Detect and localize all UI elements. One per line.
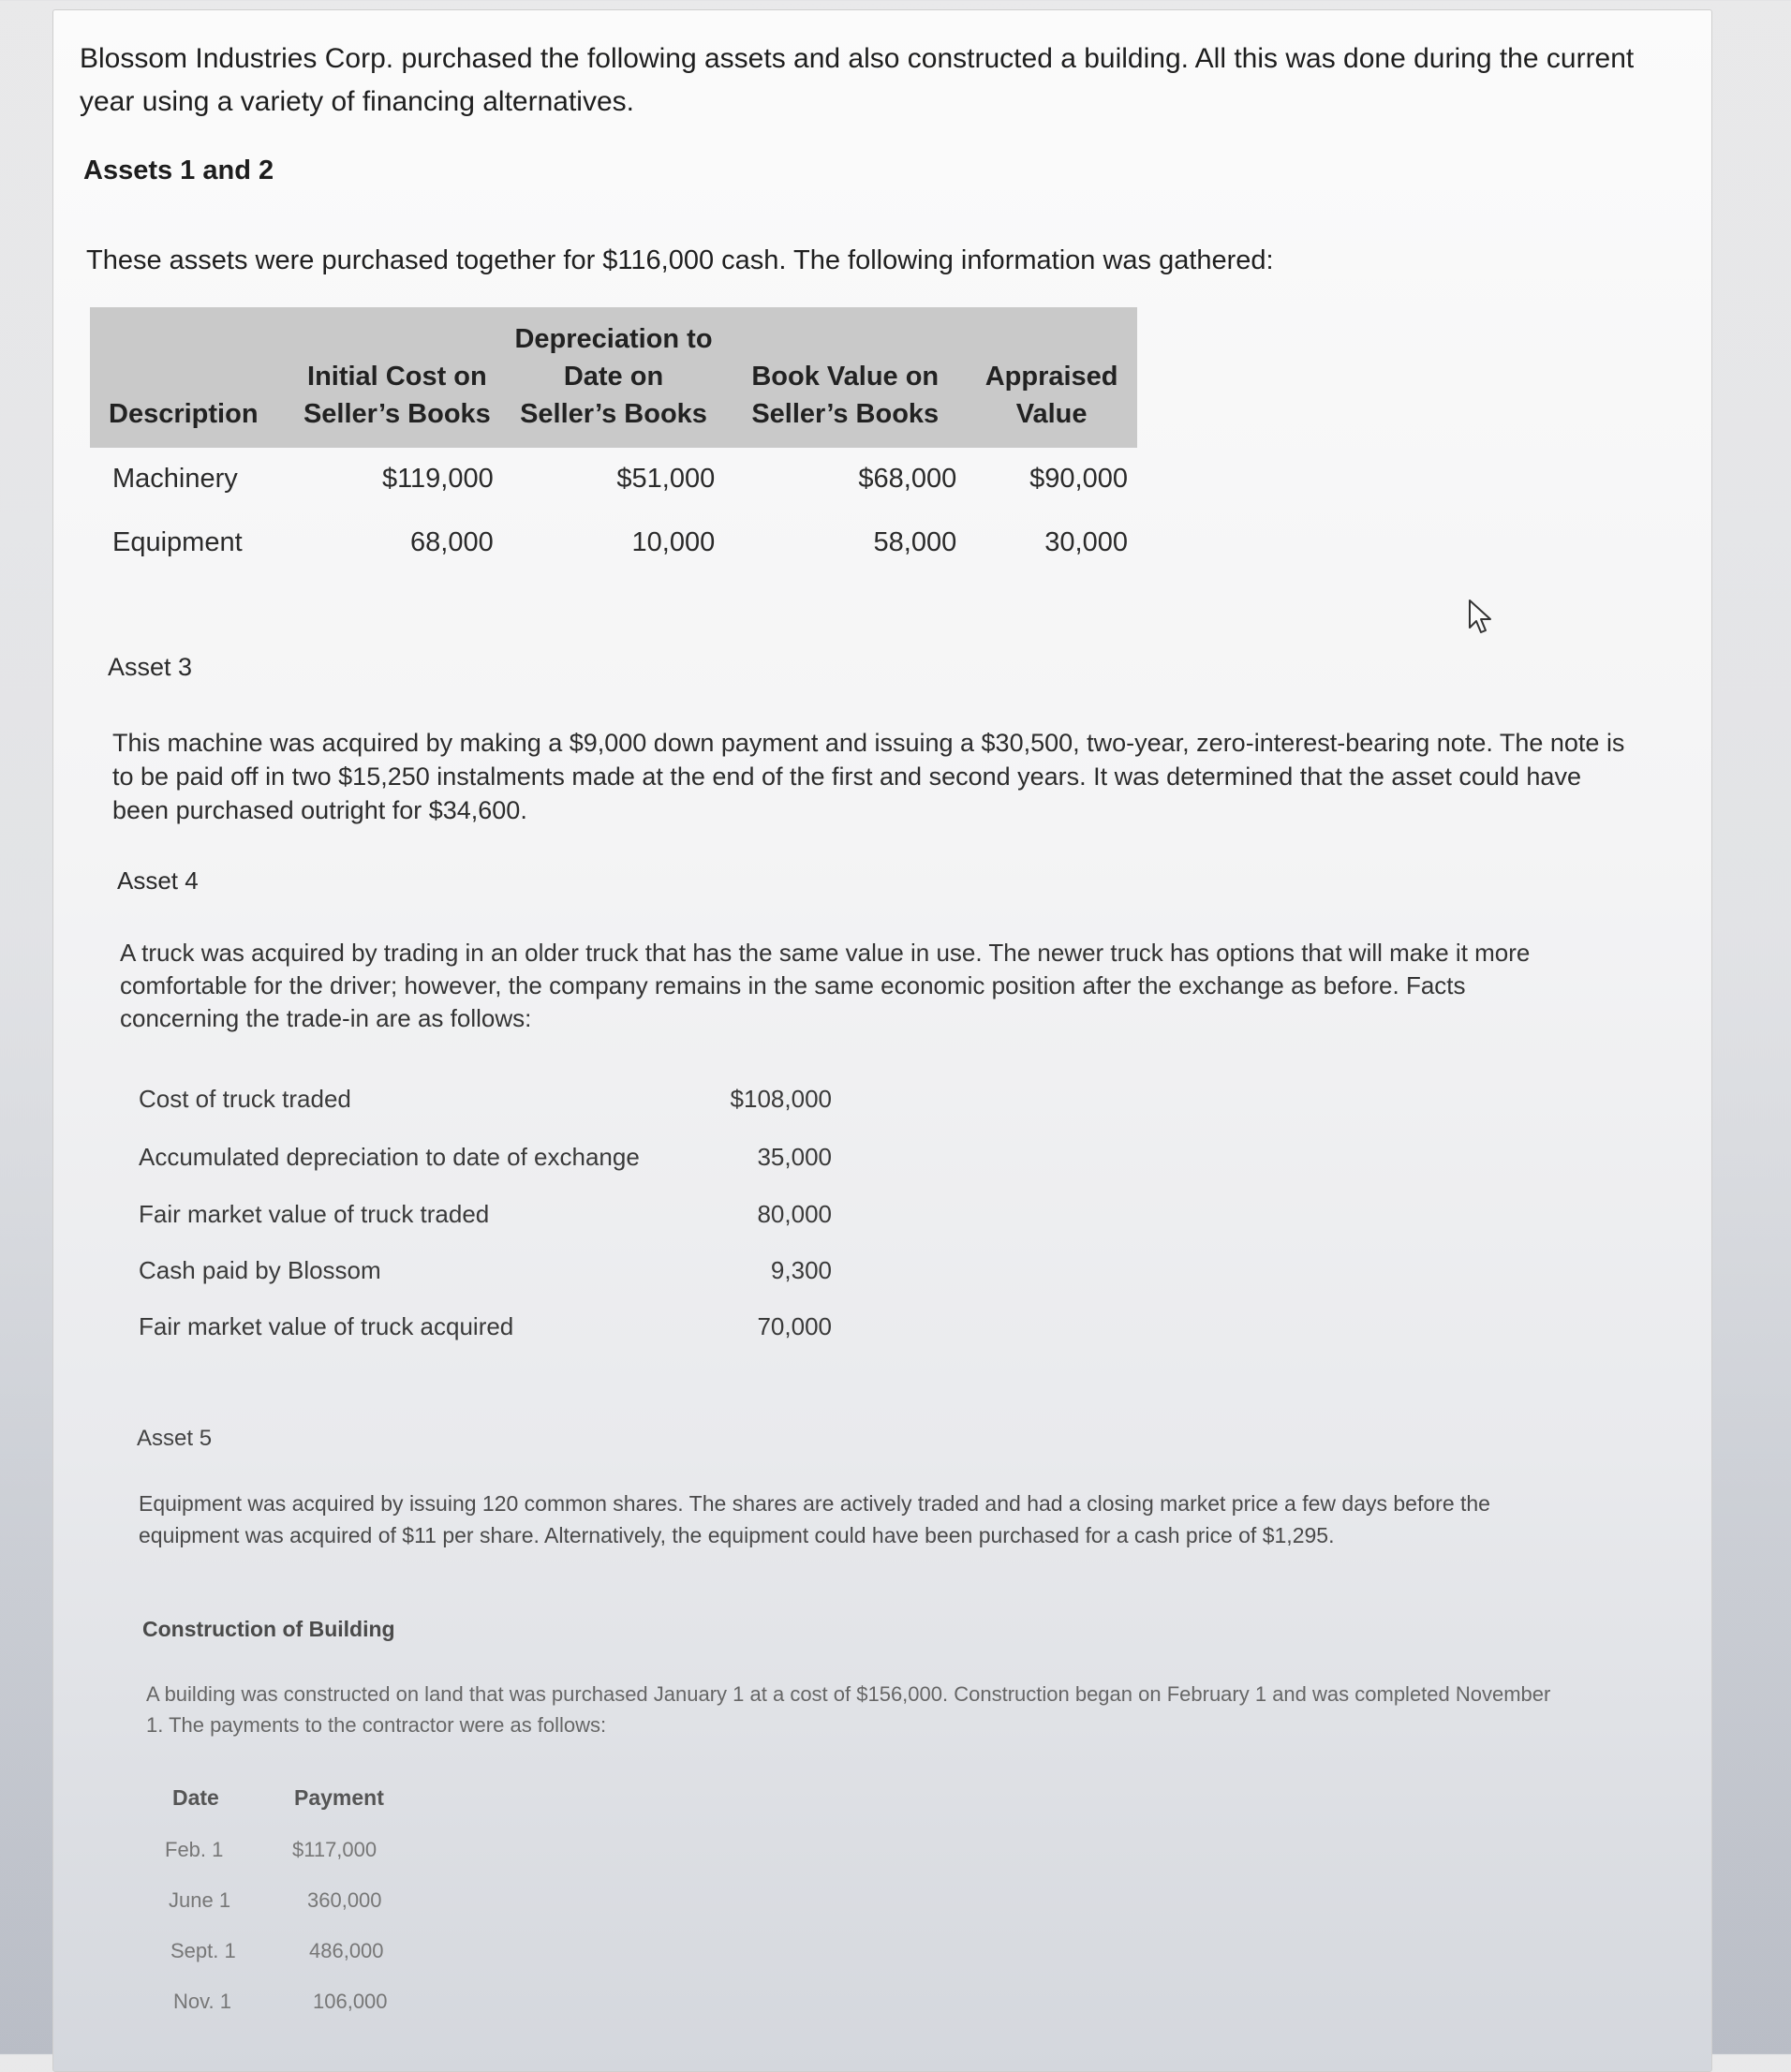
payment-date: Sept. 1 [170, 1939, 236, 1962]
payment-amount: 360,000 [307, 1888, 382, 1912]
fact-value: 35,000 [757, 1143, 832, 1171]
col-initial-cost: Initial Cost on Seller’s Books [303, 362, 491, 429]
row-book-value: 58,000 [873, 526, 957, 557]
row-depreciation: 10,000 [631, 526, 716, 557]
asset-4-text: A truck was acquired by trading in an older truck that has the same value in use. The newer truck has options that will make it more comfortable for the driver; however, the company remains in the same economic position after the exchange as before. Facts concerning the trade-in are as follows: [120, 939, 1531, 1032]
row-appraised-value: 30,000 [1044, 526, 1128, 557]
table-row [90, 511, 1137, 575]
col-depreciation: Depreciation to Date on Seller’s Books [514, 324, 713, 429]
row-book-value: $68,000 [858, 463, 957, 494]
mouse-pointer-icon [1467, 598, 1495, 635]
fact-label: Accumulated depreciation to date of exchange [139, 1143, 640, 1171]
payment-date: June 1 [169, 1888, 231, 1912]
assets-table [90, 307, 1137, 575]
payment-date: Feb. 1 [165, 1838, 224, 1861]
row-description: Machinery [112, 463, 238, 494]
row-initial-cost: $119,000 [381, 463, 494, 494]
payment-date: Nov. 1 [173, 1990, 231, 2013]
intro-text: Blossom Industries Corp. purchased the following assets and also constructed a building. All this was done during the current year using a variety of financing alternatives. [80, 43, 1635, 117]
asset-3-text: This machine was acquired by making a $9,000 down payment and issuing a $30,500, two-year, zero-interest-bearing note. The note is to be paid off in two $15,250 instalments made at the end of the first and second years. It was determined that the asset could have been purchased outright for $34,600. [112, 729, 1625, 824]
col-description: Description [109, 399, 259, 429]
col-book-value: Book Value on Seller’s Books [751, 362, 940, 429]
row-description: Equipment [112, 526, 243, 557]
building-text: A building was constructed on land that was purchased January 1 at a cost of $156,000. Construction began on February 1 and was completed November 1. The payments to the contractor were as follows: [146, 1682, 1551, 1737]
asset-5-heading: Asset 5 [137, 1426, 213, 1451]
payments-col-payment: Payment [294, 1785, 384, 1810]
assets-1-2-text: These assets were purchased together for $116,000 cash. The following information was gathered: [86, 245, 1274, 275]
payment-amount: $117,000 [292, 1838, 377, 1861]
fact-value: 9,300 [770, 1256, 832, 1284]
payment-amount: 106,000 [313, 1990, 388, 2013]
asset-4-heading: Asset 4 [117, 866, 199, 895]
fact-label: Cost of truck traded [139, 1085, 351, 1113]
fact-label: Fair market value of truck acquired [139, 1312, 514, 1340]
assets-1-2-heading: Assets 1 and 2 [83, 155, 274, 185]
fact-value: $108,000 [730, 1085, 832, 1113]
fact-value: 80,000 [757, 1200, 832, 1228]
row-depreciation: $51,000 [616, 463, 716, 494]
row-appraised-value: $90,000 [1029, 463, 1128, 494]
payments-col-date: Date [172, 1785, 219, 1810]
asset-3-heading: Asset 3 [108, 653, 193, 681]
col-appraised-value: Appraised Value [984, 362, 1118, 429]
fact-label: Cash paid by Blossom [139, 1256, 381, 1284]
fact-value: 70,000 [757, 1312, 832, 1340]
asset-5-text: Equipment was acquired by issuing 120 common shares. The shares are actively traded and had a closing market price a few days before the equipment was acquired of $11 per share. Alternatively, the equipment could have been purchased for a cash price of $1,295. [139, 1491, 1490, 1547]
table-row [90, 448, 1137, 511]
assets-table-header [90, 307, 1137, 448]
row-initial-cost: 68,000 [410, 526, 494, 557]
building-heading: Construction of Building [142, 1617, 395, 1641]
fact-label: Fair market value of truck traded [139, 1200, 490, 1228]
payment-amount: 486,000 [309, 1939, 384, 1962]
